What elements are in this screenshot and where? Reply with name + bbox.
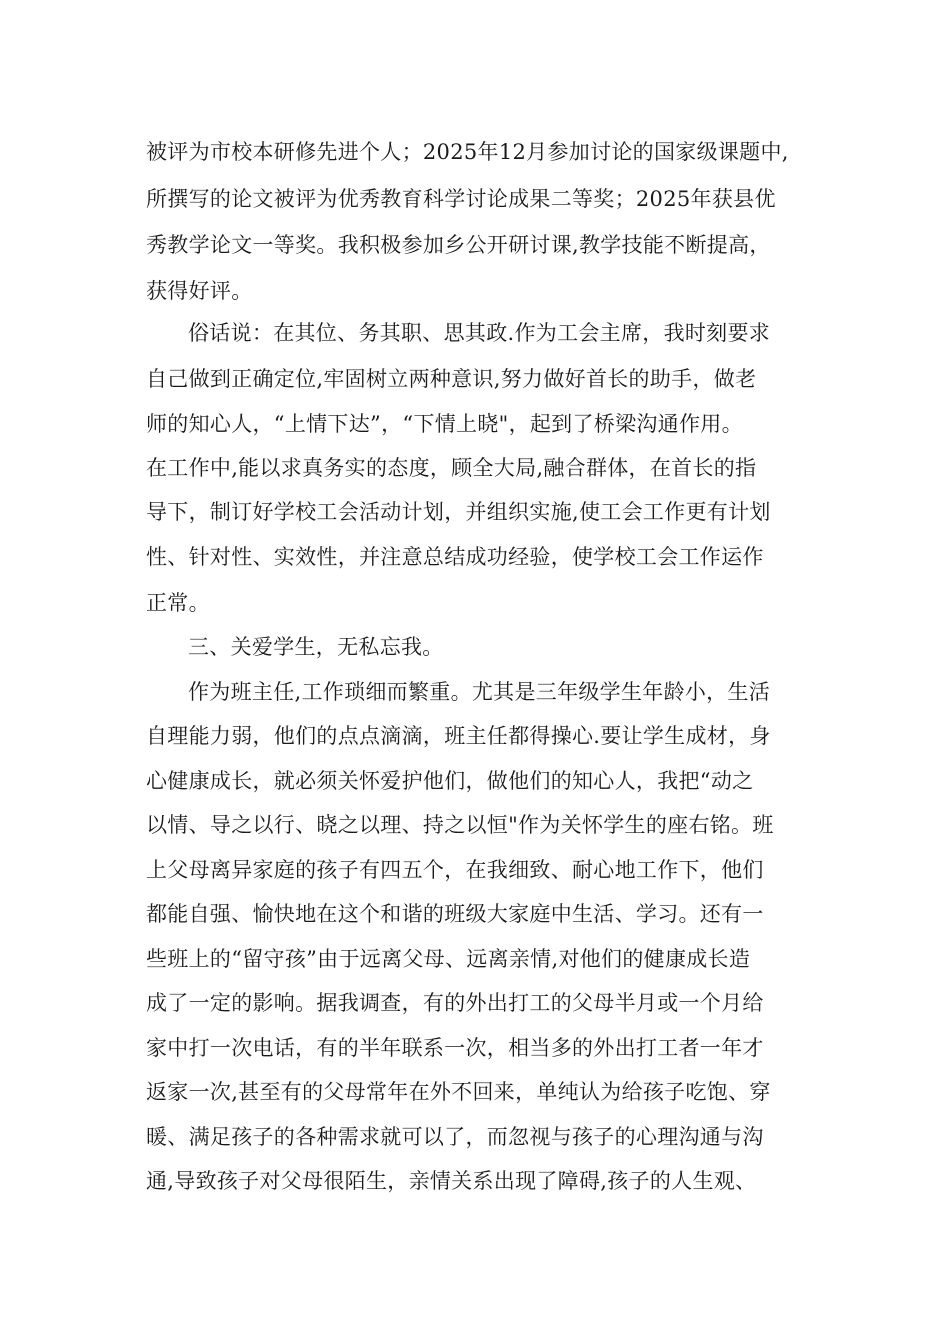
text-line: 都能自强、愉快地在这个和谐的班级大家庭中生活、学习。还有一 — [146, 902, 764, 926]
text-line: 在工作中,能以求真务实的态度，顾全大局,融合群体，在首长的指 — [146, 456, 757, 480]
text-line: 所撰写的论文被评为优秀教育科学讨论成果二等奖；2025年获县优 — [146, 187, 776, 211]
text-line: 自己做到正确定位,牢固树立两种意识,努力做好首长的助手，做老 — [146, 367, 757, 391]
paragraph-first-line: 俗话说：在其位、务其职、思其政.作为工会主席，我时刻要求 — [188, 321, 771, 345]
text-line: 秀教学论文一等奖。我积极参加乡公开研讨课,教学技能不断提高， — [146, 233, 771, 257]
text-line: 被评为市校本研修先进个人；2025年12月参加讨论的国家级课题中, — [146, 140, 789, 164]
text-line: 心健康成长，就必须关怀爱护他们，做他们的知心人，我把“动之 — [146, 769, 754, 793]
text-line: 导下，制订好学校工会活动计划，并组织实施,使工会工作更有计划 — [146, 500, 771, 524]
text-line: 师的知心人，“上情下达”，“下情上晓"，起到了桥梁沟通作用。 — [146, 412, 743, 436]
text-line: 成了一定的影响。据我调查，有的外出打工的父母半月或一个月给 — [146, 991, 764, 1015]
text-line: 自理能力弱，他们的点点滴滴，班主任都得操心.要让学生成材，身 — [146, 724, 771, 748]
text-line: 返家一次,甚至有的父母常年在外不回来，单纯认为给孩子吃饱、穿 — [146, 1080, 771, 1104]
text-line: 通,导致孩子对父母很陌生，亲情关系出现了障碍,孩子的人生观、 — [146, 1169, 757, 1193]
text-line: 获得好评。 — [146, 279, 253, 303]
text-line: 正常。 — [146, 591, 210, 615]
text-line: 以情、导之以行、晓之以理、持之以恒"作为关怀学生的座右铭。班 — [146, 813, 774, 837]
paragraph-first-line: 作为班主任,工作琐细而繁重。尤其是三年级学生年龄小，生活 — [188, 680, 771, 704]
text-line: 暖、满足孩子的各种需求就可以了，而忽视与孩子的心理沟通与沟 — [146, 1125, 764, 1149]
section-heading: 三、关爱学生，无私忘我。 — [188, 635, 444, 659]
text-line: 些班上的“留守孩”由于远离父母、远离亲情,对他们的健康成长造 — [146, 947, 751, 971]
text-line: 家中打一次电话，有的半年联系一次，相当多的外出打工者一年才 — [146, 1036, 764, 1060]
text-line: 性、针对性、实效性，并注意总结成功经验，使学校工会工作运作 — [146, 545, 764, 569]
text-line: 上父母离异家庭的孩子有四五个，在我细致、耐心地工作下，他们 — [146, 858, 764, 882]
